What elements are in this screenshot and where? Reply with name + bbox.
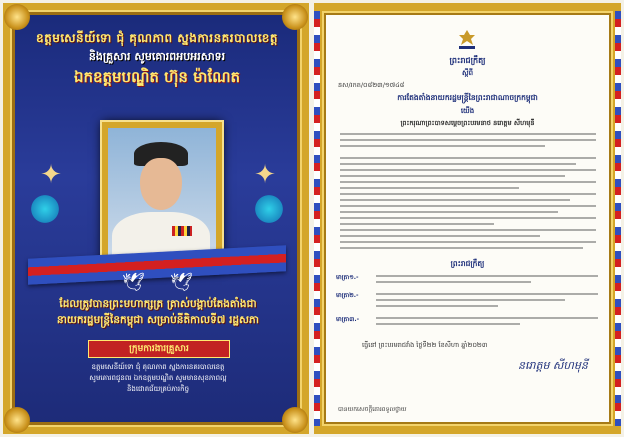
poster-title-line1: ឧត្តមសេនីយ៍ទោ ជុំ គុណភាព ស្នងការនគរបាលខេត្ត: [35, 31, 279, 45]
dove-icon: 🕊: [122, 272, 145, 293]
flag-ribbon: [28, 245, 286, 285]
article-text: [376, 293, 598, 311]
poster-footer-line: និងជោគជ័យគ្រប់ភារកិច្ច: [126, 385, 190, 393]
article-label: មាត្រា១.-: [336, 274, 359, 281]
poster-subtitle-line2: នាយករដ្ឋមន្ត្រីនៃកម្ពុជា សម្រាប់នីតិកាលទី៧ រដ្ឋសភា: [56, 314, 260, 326]
portrait-photo: [102, 122, 222, 270]
article-text: [376, 317, 598, 329]
poster-honoree-name: ឯកឧត្ដមបណ្ឌិត ហ៊ុន ម៉ាណែត: [73, 68, 241, 86]
gold-corner-ornament: [282, 4, 308, 30]
article-label: មាត្រា២.-: [336, 292, 359, 299]
gold-corner-ornament: [282, 407, 308, 433]
poster-footer-line: ឧត្តមសេនីយ៍ទោ ជុំ គុណភាព ស្នងការនគរបាលខេត្ត: [91, 363, 225, 371]
signature: នរោត្តម សីហមុនី: [518, 359, 588, 372]
congratulation-poster: [3, 3, 309, 434]
royal-decree-document: [314, 3, 621, 434]
apsara-angel-icon: ✦: [254, 160, 276, 190]
kingdom-heading: ព្រះរាជក្រឹត្យ: [449, 56, 486, 65]
flower-decoration-icon: [252, 194, 286, 224]
gold-corner-ornament: [4, 4, 30, 30]
reference-number: នស/រកត/០៨២៣/១៧៤៨: [338, 81, 405, 89]
article-label: មាត្រា៣.-: [336, 316, 360, 323]
dove-icon: 🕊: [170, 272, 193, 293]
gold-corner-ornament: [4, 407, 30, 433]
date-line: ធ្វើនៅ ព្រះបរមរាជវាំង ថ្ងៃទី២២ ខែសីហា ឆ្នាំ២០២៣: [362, 341, 488, 349]
considerations-text-block: [340, 157, 596, 253]
motto-heading: ស្ដីពី: [461, 69, 474, 77]
portrait-face: [140, 158, 182, 210]
poster-footer-line: សូមគោរពជូនពរ ឯកឧត្ដមបណ្ឌិត សូមមានសុខភាពល្អ: [89, 374, 227, 382]
flag-stripe-border: [314, 11, 320, 426]
apsara-angel-icon: ✦: [40, 160, 62, 190]
medal-ribbons: [172, 226, 192, 236]
poster-title-line2: និងគ្រួសារ សូមគោរពអបអរសាទរ: [88, 50, 226, 63]
poster-subtitle-line1: ដែលត្រូវបានព្រះមហាក្សត្រ ត្រាស់បង្គាប់តែងតាំងជា: [59, 298, 257, 310]
poster-banner: ក្រុមការងារគ្រួសារ: [88, 340, 230, 358]
flag-stripe-border: [615, 11, 621, 426]
decree-subject: ការតែងតាំងនាយករដ្ឋមន្ត្រីនៃព្រះរាជាណាចក្រកម្ពុជា: [397, 93, 538, 102]
flower-decoration-icon: [28, 194, 62, 224]
preamble-text-block: [340, 133, 596, 151]
footer-note: បានយកសេចក្ដីគោរពទូលថ្វាយ: [338, 406, 407, 413]
decree-label: ព្រះរាជក្រឹត្យ: [450, 259, 485, 268]
article-text: [376, 275, 598, 287]
royal-emblem-icon: [453, 29, 481, 51]
heading-center: យើង: [460, 107, 475, 115]
body-intro: ព្រះករុណាព្រះបាទសម្ដេចព្រះបរមនាថ នរោត្តម សីហមុនី: [400, 119, 535, 127]
